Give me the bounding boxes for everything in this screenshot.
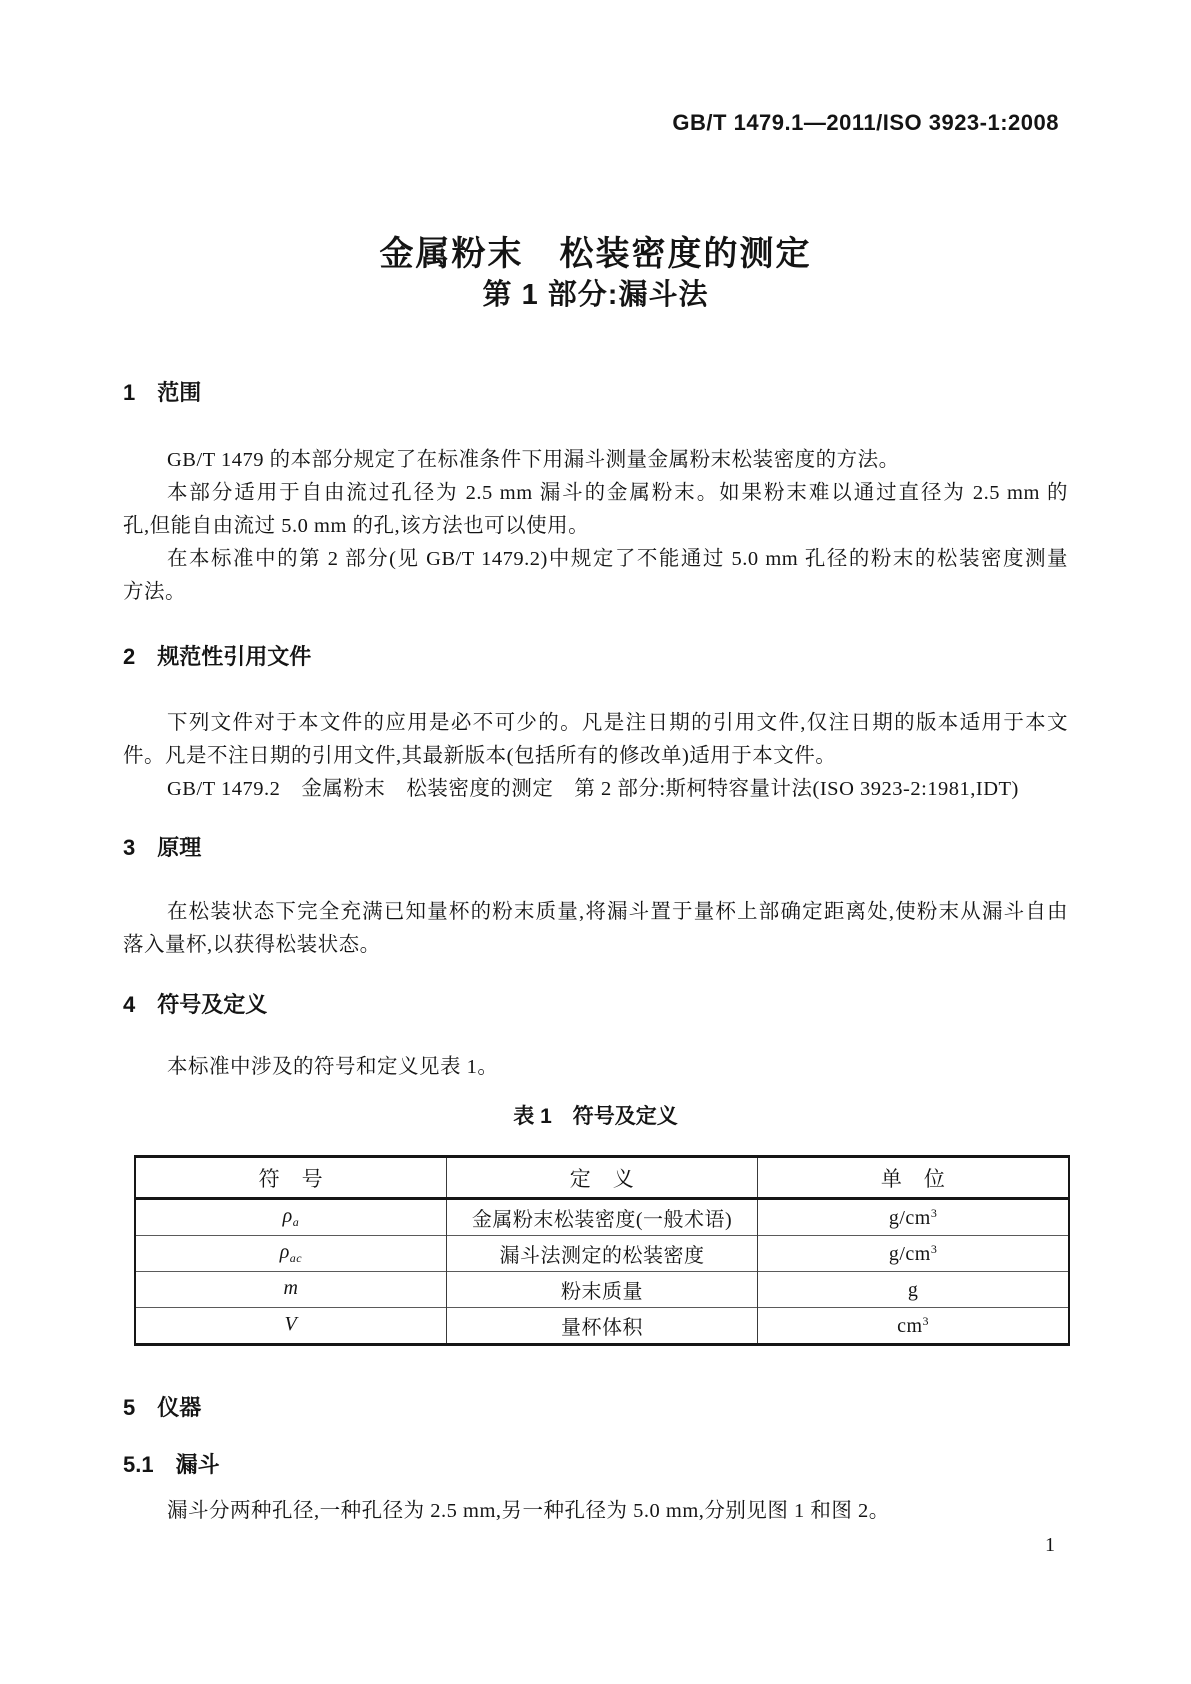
column-header-definition: 定 义 bbox=[446, 1157, 757, 1199]
definition-cell: 粉末质量 bbox=[446, 1272, 757, 1308]
definition-cell: 漏斗法测定的松装密度 bbox=[446, 1236, 757, 1272]
scope-paragraph bbox=[123, 444, 1068, 609]
paragraph-line: 本标准中涉及的符号和定义见表 1。 bbox=[167, 1056, 499, 1078]
table-row bbox=[135, 1272, 1069, 1308]
page-number: 1 bbox=[1045, 1534, 1055, 1556]
symbols-paragraph bbox=[123, 1051, 1068, 1084]
table-row bbox=[135, 1236, 1069, 1272]
standard-number: GB/T 1479.1—2011/ISO 3923-1:2008 bbox=[672, 110, 1059, 135]
section-heading-funnel: 5.1 漏斗 bbox=[123, 1452, 220, 1477]
paragraph-line: 漏斗分两种孔径,一种孔径为 2.5 mm,另一种孔径为 5.0 mm,分别见图 1 和图 2。 bbox=[167, 1500, 890, 1522]
column-header-symbol: 符 号 bbox=[135, 1157, 446, 1199]
document-title-line2: 第 1 部分:漏斗法 bbox=[482, 279, 709, 311]
paragraph-line: GB/T 1479.2 金属粉末 松装密度的测定 第 2 部分:斯柯特容量计法(ISO 3923-2:1981,IDT) bbox=[167, 778, 1019, 800]
paragraph-line: 件。凡是不注日期的引用文件,其最新版本(包括所有的修改单)适用于本文件。 bbox=[123, 745, 837, 767]
symbols-definitions-table bbox=[134, 1155, 1070, 1346]
paragraph-line: 孔,但能自由流过 5.0 mm 的孔,该方法也可以使用。 bbox=[123, 515, 590, 537]
paragraph-line: 方法。 bbox=[123, 581, 186, 603]
section-heading-scope: 1 范围 bbox=[123, 380, 202, 405]
symbol-cell: V bbox=[135, 1308, 446, 1345]
table-caption: 表 1 符号及定义 bbox=[513, 1105, 678, 1128]
table-row bbox=[135, 1199, 1069, 1236]
paragraph-line: 在松装状态下完全充满已知量杯的粉末质量,将漏斗置于量杯上部确定距离处,使粉末从漏斗自由 bbox=[167, 901, 1068, 923]
section-heading-principle: 3 原理 bbox=[123, 835, 202, 860]
definition-cell: 金属粉末松装密度(一般术语) bbox=[446, 1199, 757, 1236]
unit-cell: g bbox=[758, 1272, 1069, 1308]
paragraph-line: GB/T 1479 的本部分规定了在标准条件下用漏斗测量金属粉末松装密度的方法。 bbox=[167, 449, 900, 471]
section-heading-symbols: 4 符号及定义 bbox=[123, 992, 268, 1017]
section-heading-apparatus: 5 仪器 bbox=[123, 1395, 202, 1420]
table-row bbox=[135, 1308, 1069, 1345]
paragraph-line: 下列文件对于本文件的应用是必不可少的。凡是注日期的引用文件,仅注日期的版本适用于本文 bbox=[167, 712, 1068, 734]
definition-cell: 量杯体积 bbox=[446, 1308, 757, 1345]
unit-cell: $g/cm^3$ bbox=[758, 1199, 1069, 1236]
principle-paragraph bbox=[123, 896, 1068, 962]
column-header-unit: 单 位 bbox=[758, 1157, 1069, 1199]
paragraph-line: 在本标准中的第 2 部分(见 GB/T 1479.2)中规定了不能通过 5.0 mm 孔径的粉末的松装密度测量 bbox=[167, 548, 1068, 570]
unit-cell: $cm^3$ bbox=[758, 1308, 1069, 1345]
unit-cell: $g/cm^3$ bbox=[758, 1236, 1069, 1272]
references-paragraph bbox=[123, 707, 1068, 806]
symbol-cell: m bbox=[135, 1272, 446, 1308]
section-heading-references: 2 规范性引用文件 bbox=[123, 644, 312, 669]
table-header-row bbox=[135, 1157, 1069, 1199]
symbol-cell: $\rho_a$ bbox=[135, 1199, 446, 1236]
funnel-paragraph bbox=[123, 1495, 1068, 1528]
paragraph-line: 落入量杯,以获得松装状态。 bbox=[123, 934, 381, 956]
symbol-cell: $\rho_{ac}$ bbox=[135, 1236, 446, 1272]
document-title-line1: 金属粉末 松装密度的测定 bbox=[379, 235, 812, 273]
paragraph-line: 本部分适用于自由流过孔径为 2.5 mm 漏斗的金属粉末。如果粉末难以通过直径为 2.5 mm 的 bbox=[167, 482, 1068, 504]
